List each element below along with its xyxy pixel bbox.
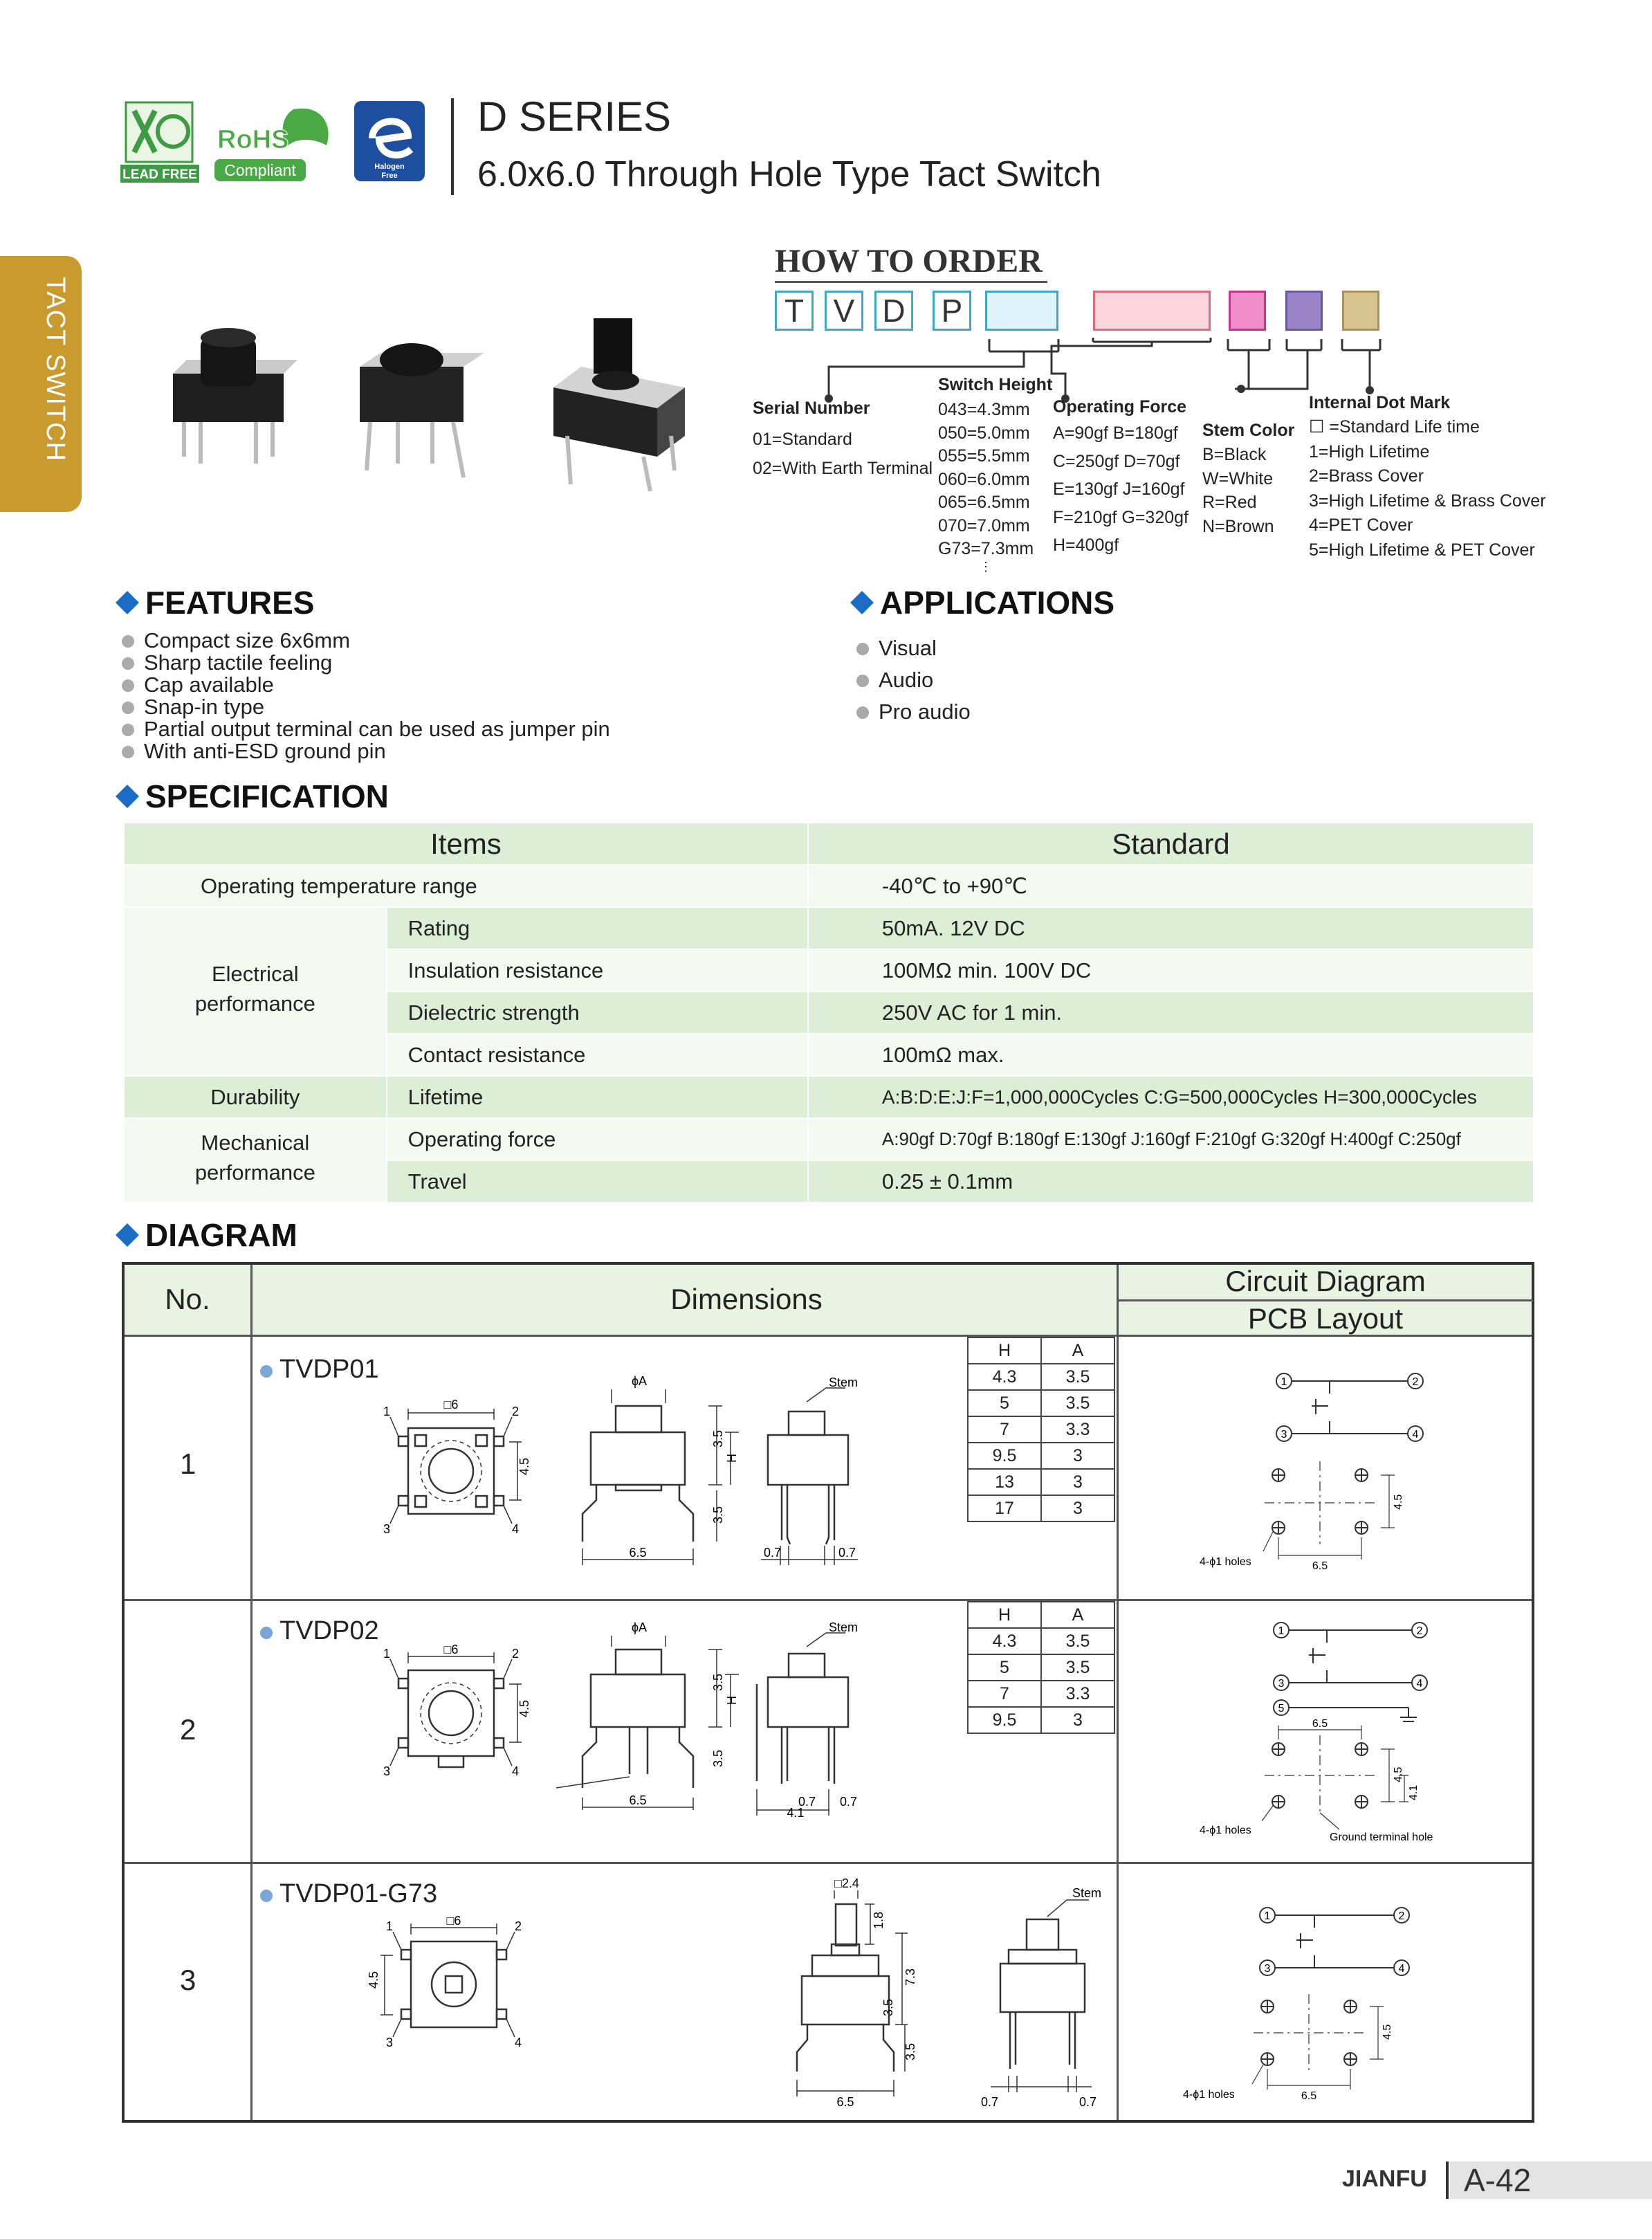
model-name-text: TVDP01: [279, 1355, 379, 1384]
feature-item: [122, 674, 610, 696]
diagram-row: [125, 1601, 1532, 1864]
spec-label: Lifetime: [387, 1076, 808, 1118]
diagram-title: [119, 1216, 297, 1254]
pin-label: 3: [383, 1764, 391, 1778]
ha-cell: 3.5: [1041, 1364, 1114, 1390]
ha-cell: 3.5: [1041, 1390, 1114, 1416]
dim-label: H: [725, 1454, 739, 1463]
dim-label: □6: [443, 1398, 459, 1411]
circuit-pcb-drawing: [1118, 1337, 1532, 1600]
force-item: F=210gf G=320gf: [1053, 507, 1188, 527]
height-item: 050=5.0mm: [938, 423, 1030, 443]
dot-item: 3=High Lifetime & Brass Cover: [1309, 491, 1546, 511]
footer-divider: [1446, 2162, 1449, 2199]
stem-item: W=White: [1202, 468, 1274, 488]
switch-height-title: Switch Height: [938, 375, 1053, 394]
force-item: C=250gf D=70gf: [1053, 451, 1180, 471]
application-item: [856, 696, 971, 728]
dim-label: □6: [446, 1914, 461, 1928]
applications-title-text: APPLICATIONS: [880, 585, 1115, 621]
pin-label: 3: [1278, 1678, 1285, 1690]
spec-label: Dielectric strength: [387, 991, 808, 1034]
diamond-icon: [116, 785, 139, 808]
rohs-text: RoHS: [217, 125, 289, 154]
serial-number-list: [753, 425, 933, 483]
dim-label: 4.5: [517, 1699, 531, 1717]
pin-label: 2: [1416, 1625, 1423, 1637]
dim-label: 7.3: [903, 1968, 917, 1986]
model-name-text: TVDP01-G73: [279, 1879, 438, 1908]
title-divider: [451, 98, 454, 195]
pin-label: 1: [386, 1919, 394, 1933]
spec-row: [124, 907, 1534, 949]
product-photos: [159, 318, 713, 512]
ha-cell: 3.3: [1041, 1681, 1114, 1707]
height-item: 060=6.0mm: [938, 469, 1030, 489]
spec-value: -40℃ to +90℃: [808, 865, 1534, 907]
ha-head: A: [1041, 1602, 1114, 1628]
dim-label: 4.5: [517, 1457, 531, 1475]
features-title-text: FEATURES: [145, 585, 315, 621]
force-item: A=90gf B=180gf: [1053, 423, 1178, 443]
pin-label: 4: [515, 2036, 522, 2049]
spec-value: 0.25 ± 0.1mm: [808, 1160, 1534, 1203]
dim-label: 6.5: [1312, 1560, 1328, 1572]
feature-text: With anti-ESD ground pin: [144, 739, 386, 763]
row-number: 2: [180, 1713, 196, 1746]
spec-header-row: [124, 823, 1534, 865]
diamond-icon: [116, 1223, 139, 1247]
diagram-row: [125, 1864, 1532, 2123]
pin-label: 2: [512, 1647, 520, 1661]
ha-cell: 4.3: [968, 1364, 1041, 1390]
order-code-d: D: [874, 291, 913, 331]
force-item: E=130gf J=160gf: [1053, 479, 1185, 499]
pin-label: 3: [383, 1522, 391, 1536]
diagram-table: [122, 1262, 1534, 2123]
spec-group-line: performance: [194, 1160, 315, 1185]
operating-force-list: [1053, 419, 1188, 560]
ha-head: A: [1041, 1337, 1114, 1364]
bullet-icon: [122, 657, 134, 670]
side-tab: [0, 256, 82, 512]
dim-label: 6.5: [629, 1793, 647, 1807]
brand-name: JIANFU: [1342, 2166, 1427, 2192]
spec-label: Insulation resistance: [387, 949, 808, 991]
order-box-force: [1229, 291, 1266, 331]
stem-color-list: [1202, 443, 1274, 538]
ha-cell: 13: [968, 1469, 1041, 1495]
dot-item: 4=PET Cover: [1309, 515, 1413, 535]
dim-label: ϕA: [631, 1620, 648, 1634]
feature-text: Partial output terminal can be used as jumper pin: [144, 717, 610, 741]
dim-label: 6.5: [836, 2095, 854, 2109]
page-number: A-42: [1450, 2162, 1652, 2199]
pin-label: 5: [1278, 1703, 1285, 1715]
spec-value: 50mA. 12V DC: [808, 907, 1534, 949]
header-divider: [1118, 1299, 1533, 1301]
bullet-icon: [122, 635, 134, 648]
dim-label: 0.7: [981, 2095, 999, 2109]
pin-label: 2: [512, 1405, 520, 1418]
pin-label: 4: [512, 1764, 520, 1778]
diagram-row: [125, 1337, 1532, 1601]
dim-label: 0.7: [838, 1546, 856, 1560]
ha-cell: 3: [1041, 1495, 1114, 1521]
spec-value: 100mΩ max.: [808, 1034, 1534, 1076]
feature-text: Compact size 6x6mm: [144, 628, 351, 652]
dim-label: 0.7: [798, 1795, 816, 1809]
dim-label: 4-ϕ1 holes: [1183, 2089, 1235, 2101]
diagram-header-circuit: Circuit Diagram: [1225, 1265, 1426, 1297]
switch-height-list: [938, 399, 1034, 572]
dim-label: □2.4: [834, 1876, 859, 1890]
side-tab-label: TACT SWITCH: [41, 277, 70, 462]
spec-group-durability: Durability: [124, 1076, 387, 1118]
dim-label: Ground terminal hole: [1330, 1831, 1433, 1843]
order-box-serial: [985, 291, 1058, 331]
pin-label: 1: [1264, 1910, 1271, 1922]
height-item: G73=7.3mm: [938, 539, 1034, 558]
application-item: [856, 632, 971, 664]
bullet-icon: [122, 679, 134, 692]
diamond-icon: [116, 591, 139, 614]
dim-label: Stem: [829, 1620, 859, 1634]
application-text: Pro audio: [879, 700, 971, 724]
dimension-drawing: [252, 1337, 964, 1600]
pin-label: 4: [1412, 1429, 1419, 1441]
how-to-order-underline: [775, 281, 1047, 283]
diagram-header: [125, 1265, 1532, 1337]
bullet-icon: [856, 643, 869, 655]
feature-text: Snap-in type: [144, 695, 265, 719]
ha-cell: 9.5: [968, 1707, 1041, 1733]
feature-text: Sharp tactile feeling: [144, 650, 333, 675]
ha-cell: 7: [968, 1681, 1041, 1707]
circuit-pcb-drawing: [1118, 1601, 1532, 1861]
bullet-icon: [122, 746, 134, 758]
specification-title: [119, 778, 389, 815]
dot-item: 2=Brass Cover: [1309, 466, 1424, 486]
dim-label: 3.5: [881, 1998, 895, 2016]
dim-label: 6.5: [1312, 1718, 1328, 1730]
feature-item: [122, 630, 610, 652]
spec-value: A:90gf D:70gf B:180gf E:130gf J:160gf F:210gf G:320gf H:400gf C:250gf: [808, 1118, 1534, 1160]
pin-label: 1: [1281, 1376, 1287, 1388]
height-more: ⋮: [980, 559, 992, 574]
model-name-text: TVDP02: [279, 1616, 379, 1645]
how-to-order-title: HOW TO ORDER: [775, 243, 1043, 280]
spec-label: Operating force: [387, 1118, 808, 1160]
order-code-v: V: [825, 291, 863, 331]
diagram-header-no: No.: [165, 1283, 210, 1315]
feature-item: [122, 718, 610, 740]
ha-cell: 3: [1041, 1707, 1114, 1733]
application-text: Visual: [879, 636, 937, 660]
rohs-sub-text: Compliant: [224, 161, 296, 179]
stem-item: N=Brown: [1202, 516, 1274, 536]
rohs-logo: [210, 97, 335, 183]
serial-item: 02=With Earth Terminal: [753, 459, 933, 478]
pin-label: 4: [1398, 1963, 1405, 1975]
pin-label: 4: [1416, 1678, 1423, 1690]
product-photo-3: [553, 318, 685, 491]
dim-label: 4.5: [1382, 2024, 1393, 2040]
internal-dot-list: [1309, 415, 1546, 563]
dim-label: 4.5: [367, 1971, 380, 1989]
diagram-header-pcb: PCB Layout: [1247, 1302, 1404, 1335]
spec-row: [124, 1118, 1534, 1160]
ha-cell: 9.5: [968, 1443, 1041, 1469]
dot-item: 5=High Lifetime & PET Cover: [1309, 540, 1535, 560]
dim-label: 4.1: [787, 1806, 805, 1820]
height-item: 043=4.3mm: [938, 400, 1030, 419]
dim-label: 3.5: [711, 1429, 725, 1447]
dim-label: H: [725, 1696, 739, 1705]
spec-group-line: Mechanical: [201, 1131, 310, 1155]
pin-label: 2: [1398, 1910, 1405, 1922]
order-code-t: T: [775, 291, 814, 331]
series-title: D SERIES: [477, 93, 672, 140]
dim-label: Stem: [829, 1376, 859, 1389]
height-item: 070=7.0mm: [938, 515, 1030, 536]
feature-text: Cap available: [144, 673, 274, 697]
pin-label: 3: [1264, 1963, 1271, 1975]
pin-label: 3: [1281, 1429, 1287, 1441]
dim-label: Stem: [1072, 1886, 1102, 1900]
dim-label: 6.5: [1301, 2090, 1317, 2102]
internal-dot-title: Internal Dot Mark: [1309, 393, 1451, 412]
application-text: Audio: [879, 668, 934, 692]
ha-head: H: [968, 1337, 1041, 1364]
pin-label: 1: [383, 1405, 391, 1418]
operating-force-title: Operating Force: [1053, 397, 1187, 417]
circuit-pcb-drawing: [1118, 1864, 1532, 2120]
dim-label: 6.5: [629, 1546, 647, 1560]
specification-title-text: SPECIFICATION: [145, 778, 389, 814]
ha-cell: 3.3: [1041, 1416, 1114, 1443]
features-title: [119, 584, 315, 621]
pin-label: 2: [515, 1919, 522, 1933]
spec-group-line: performance: [194, 991, 315, 1016]
dim-label: □6: [443, 1643, 459, 1656]
bullet-icon: [122, 702, 134, 714]
dim-label: 0.7: [840, 1795, 858, 1809]
spec-label: Contact resistance: [387, 1034, 808, 1076]
spec-label: Rating: [387, 907, 808, 949]
height-item: 055=5.5mm: [938, 446, 1030, 466]
height-item: 065=6.5mm: [938, 493, 1030, 512]
ha-table: [967, 1337, 1115, 1522]
spec-group-mechanical: [124, 1118, 387, 1203]
feature-item: [122, 652, 610, 674]
spec-label: Travel: [387, 1160, 808, 1203]
pin-label: 2: [1412, 1376, 1419, 1388]
spec-value: A:B:D:E:J:F=1,000,000Cycles C:G=500,000Cycles H=300,000Cycles: [808, 1076, 1534, 1118]
diagram-header-dimensions: Dimensions: [670, 1283, 823, 1315]
dim-label: 4.5: [1393, 1766, 1404, 1782]
dim-label: 4-ϕ1 holes: [1200, 1556, 1251, 1568]
bullet-icon: [856, 675, 869, 687]
dim-label: 4.5: [1393, 1494, 1404, 1510]
ha-table: [967, 1601, 1115, 1734]
spec-row: [124, 1076, 1534, 1118]
spec-row: [124, 865, 1534, 907]
serial-number-title: Serial Number: [753, 399, 870, 418]
product-photo-2: [360, 343, 484, 477]
lead-free-logo: [119, 97, 201, 183]
order-code-p: P: [933, 291, 971, 331]
pin-label: 3: [386, 2036, 394, 2049]
ha-cell: 4.3: [968, 1628, 1041, 1654]
diamond-icon: [850, 591, 874, 614]
stem-item: B=Black: [1202, 445, 1267, 464]
dot-item: ☐ =Standard Life time: [1309, 417, 1480, 437]
applications-list: [856, 632, 971, 728]
ha-head: H: [968, 1602, 1041, 1628]
serial-item: 01=Standard: [753, 430, 852, 449]
stem-color-title: Stem Color: [1202, 421, 1295, 440]
feature-item: [122, 740, 610, 762]
spec-group-line: Electrical: [211, 962, 299, 986]
force-item: H=400gf: [1053, 536, 1119, 555]
ha-cell: 3.5: [1041, 1628, 1114, 1654]
dim-label: 4.1: [1408, 1784, 1420, 1800]
dim-label: 3.5: [903, 2042, 917, 2060]
spec-header-standard: Standard: [808, 823, 1534, 865]
bullet-icon: [122, 724, 134, 736]
series-subtitle: 6.0x6.0 Through Hole Type Tact Switch: [477, 154, 1101, 194]
ha-cell: 3: [1041, 1443, 1114, 1469]
certification-logos: [119, 97, 437, 187]
dim-label: 3.5: [711, 1673, 725, 1691]
application-item: [856, 664, 971, 696]
dim-label: 0.7: [1079, 2095, 1097, 2109]
features-list: [122, 630, 610, 762]
ha-cell: 5: [968, 1390, 1041, 1416]
spec-label: Operating temperature range: [124, 865, 808, 907]
spec-header-items: Items: [124, 823, 808, 865]
order-box-stem: [1285, 291, 1323, 331]
specification-table: [123, 822, 1534, 1203]
ha-cell: 3.5: [1041, 1654, 1114, 1681]
order-box-dot: [1342, 291, 1379, 331]
ha-cell: 17: [968, 1495, 1041, 1521]
halogen-free-logo: [351, 97, 429, 187]
feature-item: [122, 696, 610, 718]
spec-value: 100MΩ min. 100V DC: [808, 949, 1534, 991]
lead-free-text: LEAD FREE: [122, 167, 197, 182]
product-photo-1: [173, 328, 297, 464]
applications-title: [854, 584, 1114, 621]
stem-item: R=Red: [1202, 493, 1257, 512]
dim-label: 3.5: [711, 1506, 725, 1524]
dim-label: 4-ϕ1 holes: [1200, 1825, 1251, 1836]
dim-label: ϕA: [631, 1374, 648, 1388]
dimension-drawing: [252, 1601, 964, 1861]
ha-cell: 7: [968, 1416, 1041, 1443]
ha-cell: 3: [1041, 1469, 1114, 1495]
spec-value: 250V AC for 1 min.: [808, 991, 1534, 1034]
spec-group-electrical: [124, 907, 387, 1076]
diagram-title-text: DIAGRAM: [145, 1217, 297, 1253]
dimension-drawing: [252, 1864, 1114, 2120]
dim-label: 1.8: [872, 1911, 885, 1929]
dim-label: 0.7: [764, 1546, 782, 1560]
row-number: 1: [180, 1447, 196, 1480]
ha-cell: 5: [968, 1654, 1041, 1681]
row-number: 3: [180, 1964, 196, 1996]
bullet-icon: [856, 706, 869, 719]
dim-label: 3.5: [711, 1749, 725, 1767]
order-box-height: [1093, 291, 1211, 331]
pin-label: 4: [512, 1522, 520, 1536]
dot-item: 1=High Lifetime: [1309, 441, 1430, 461]
svg-text:Halogen: Halogen: [374, 163, 405, 171]
pin-label: 1: [1278, 1625, 1285, 1637]
svg-text:Free: Free: [381, 172, 398, 180]
pin-label: 1: [383, 1647, 391, 1661]
